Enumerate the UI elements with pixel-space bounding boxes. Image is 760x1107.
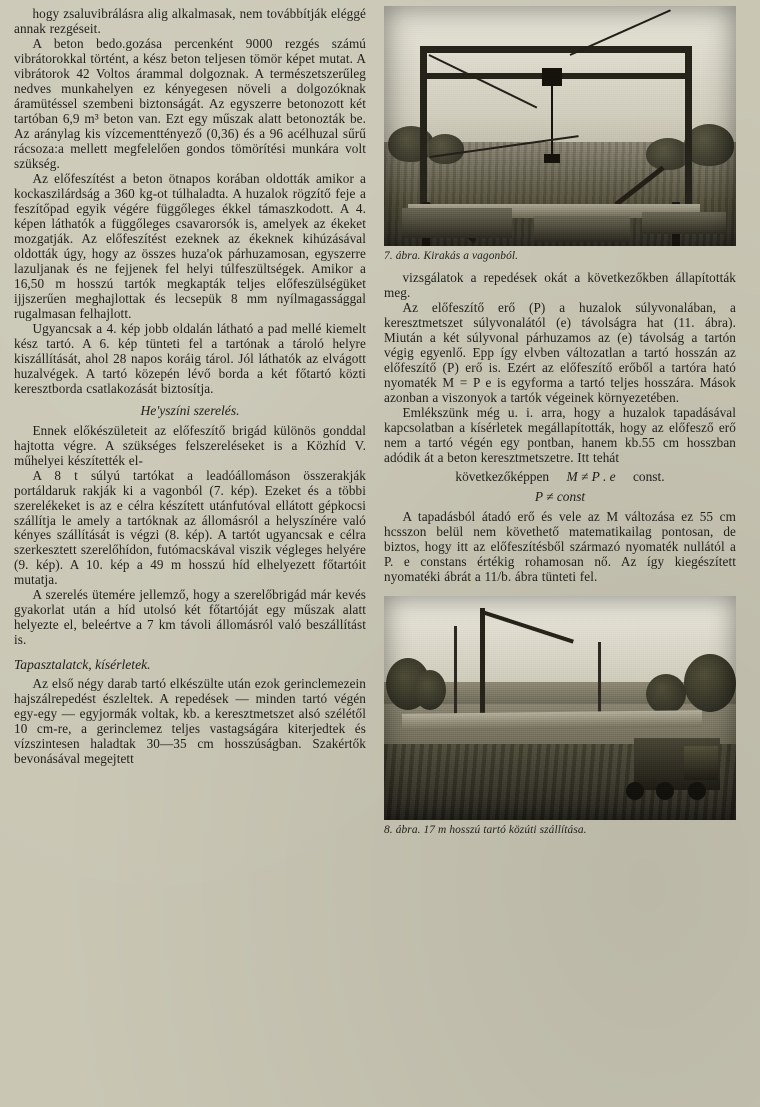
section-heading-field-assembly: He'yszíni szerelés.	[140, 402, 240, 418]
paragraph: A tapadásból átadó erő és vele az M változása ez 55 cm hcsszon belül nem követhető matematikailag pontosan, de biztos, hogy itt az előfeszítésből származó nyomaték nullától a P. e constans értékig rohamosan nő. Az így kiegészített nyomatéki ábrát a 11/b. ábra tünteti fel.	[384, 508, 736, 584]
paragraph: Ennek előkészületeit az előfeszítő brigád különös gonddal hajtotta végre. A szükséges felszereléseket is a Közhíd V. műhelyei készítették el-	[14, 422, 366, 468]
figure-caption: 7. ábra. Kirakás a vagonból.	[384, 250, 519, 262]
two-column-layout	[14, 6, 746, 1099]
section-heading-experiences: Tapasztalatck, kísérletek.	[14, 657, 151, 673]
paragraph: Ugyancsak a 4. kép jobb oldalán látható a pad mellé kiemelt kész tartó. A 6. kép tünteti fel a tartónak a tároló helyre kiszállítását, ahol 28 napos koráig tárol. Jól láthatók az elvágott huzalvégek. A tartó közepén lévő borda a két főtartó közti keresztborda csatlakozását biztosítja.	[14, 320, 366, 396]
figure-road-transport	[384, 596, 736, 836]
road-transport-photo	[384, 596, 736, 820]
formula-expression: P ≠ const	[534, 488, 586, 504]
formula-line-1	[384, 469, 736, 485]
left-column	[14, 6, 366, 1099]
figure-crane-unloading	[384, 6, 736, 262]
formula-lead: következőképpen	[455, 468, 550, 484]
paragraph: A 8 t súlyú tartókat a leadóállomáson összerakják portáldaruk rakják ki a vagonból (7. kép). Ezeket és a többi szerelékeket is az e célra készített utánfutóval ellátott gépkocsi szállítja le amely a tartóknak az állomásról a helyszínére való kényes szállítását is végzi (8. kép). A tartót ugyancsak e célra szerkesztett szerelőhídon, futómacskával viszik végleges helyére (9. kép). A 10. kép a 49 m hosszú híd elhelyezett főtartóit mutatja.	[14, 467, 366, 588]
formula-tail: const.	[632, 468, 665, 484]
paragraph: Az előfeszítést a beton ötnapos korában oldották amikor a kockaszilárdság a 360 kg-ot túlhaladta. A huzalok rögzítő feje a feszítőpad egyik végére függőleges ékkel támaszkodott. A 4. képen láthatók a függőleges csavarorsók is, amelyek az ékeket mozgatják. Az előfeszítést ezeknek az ékeknek kihúzásával oldották úgy, hogy az összes huza'ok párhuzamosan, egyszerre lazuljanak és ne fejjenek fel helyi túlfeszültségek. Amikor a 16,50 m hosszú tartók megkapták teljes előfeszülségüket ijjszerűen meghajlottak és lecsepük 8 mm nyílmagassággal rugalmasan felhajlott.	[14, 170, 366, 321]
paragraph: Az előfeszítő erő (P) a huzalok súlyvonalában, a keresztmetszet súlyvonalától (e) távolságra hat (11. ábra). Miután a két súlyvonal párhuzamos az (e) távolság a tartón végig egyenlő. Epp így elvben változatlan a tartó hosszán az előfeszítő (P) erő is. Ezért az előfeszítő erőből a tartóra ható nyomaték M = P e is egyforma a tartó teljes hosszára. Mások azonban a viszonyok a tartók végeinek környezetében.	[384, 299, 736, 405]
paragraph: vizsgálatok a repedések okát a következőkben állapították meg.	[384, 270, 736, 300]
paragraph: hogy zsaluvibrálásra alig alkalmasak, nem továbbítják eléggé annak rezgéseit.	[14, 6, 366, 36]
formula-expression: M ≠ P . e	[566, 468, 616, 484]
paragraph: A szerelés ütemére jellemző, hogy a szerelőbrigád már kevés gyakorlat után a híd utolsó két főtartóját egy műszak alatt helyezte el, beleértve a 7 km távoli állomásról való beszállítást is.	[14, 587, 366, 648]
formula-line-2	[384, 489, 736, 505]
right-column	[384, 6, 736, 1099]
crane-unloading-photo	[384, 6, 736, 246]
paragraph: Emlékszünk még u. i. arra, hogy a huzalok tapadásával kapcsolatban a kísérletek megállapították, hogy az előfesző erő nem a tartó végén egy pontban, hanem kb.55 cm hosszban adódik át a beton keresztmetszetre. Itt tehát	[384, 404, 736, 465]
paragraph: A beton bedo.gozása percenként 9000 rezgés számú vibrátorokkal történt, a kész beton teljesen tömör képet mutat. A vibrátorok 42 Voltos árammal dolgoznak. A természetszerűleg nedves munkahelyen ez kényegesen növeli a dolgozóknak áramütéssel szembeni biztonságát. Az egyszerre betonozott két tartóban 6,9 m³ beton van. Ezt egy műszak alatt betonozták be. Az aránylag kis vízcementtényező (0,36) és a 96 acélhuzal sűrű rácsoza:a mellett megfelelően gondos tömörítési munkára volt szükség.	[14, 35, 366, 171]
paragraph: Az első négy darab tartó elkészülte után ezok gerinclemezein hajszálrepedést észleltek. A repedések — minden tartó végén egy-egy — egyjormák voltak, kb. a keresztmetszet alsó szélétől 10 cm-re, a gerinclemez teljes vastagságára kiterjedtek és vízszintesen haladtak 30—35 cm hosszúságban. Szakértők bevonásával megejtett	[14, 676, 366, 767]
figure-caption: 8. ábra. 17 m hosszú tartó közúti szállítása.	[384, 823, 587, 836]
